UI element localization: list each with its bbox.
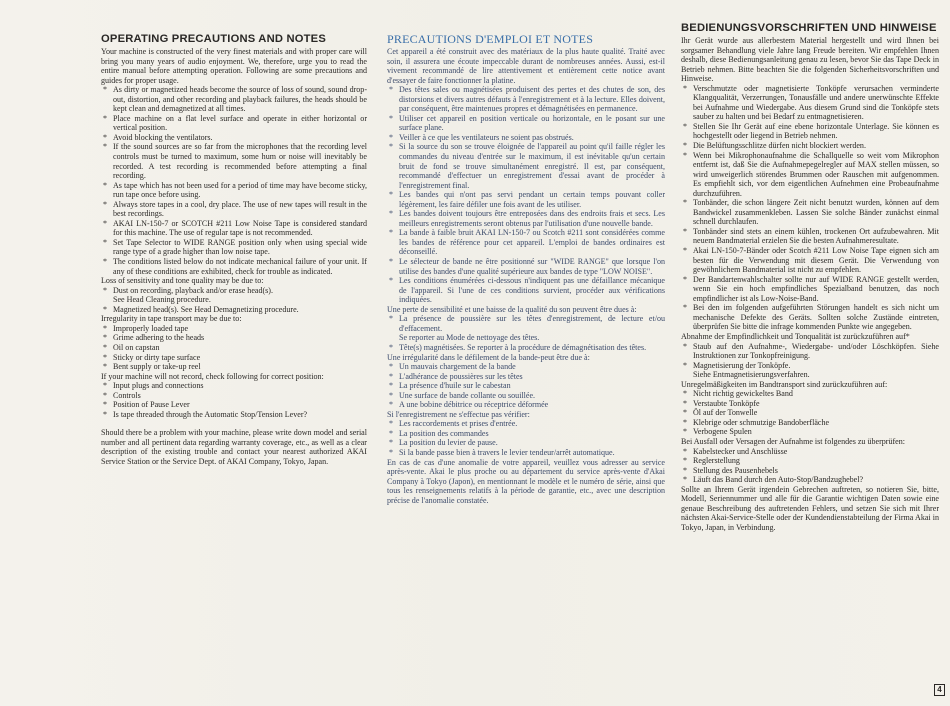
french-title: PRECAUTIONS D'EMPLOI ET NOTES (387, 32, 594, 46)
french-item: * Le sélecteur de bande ne être positionné sur "WIDE RANGE" que lorsque l'on utilise des bandes d'une qualité supérieure aux bandes de type "LOW NOISE". (387, 257, 665, 276)
french-item: * Les conditions énumérées ci-dessous n'indiquent pas une défaillance mécanique de l'appareil. Si l'une de ces conditions survient, procéder aux vérifications indiquées. (387, 276, 665, 305)
german-norecord-item: * Reglerstellung (681, 456, 939, 466)
french-item: * La bande à faible bruit AKAI LN-150-7 ou Scotch #211 sont considérées comme les bandes de référence pour cet appareil. L'emploi de bandes ordinaires est déconseillé. (387, 228, 665, 257)
french-item: * Des têtes sales ou magnétisées produisent des pertes et des chutes de son, des distorsions et divers autres défauts à l'enregistrement et à la lecture. Elles doivent, par conséquent, être maintenues propres et démagnétisées en permanence. (387, 85, 665, 114)
german-item: * Bei den im folgenden aufgeführten Störungen handelt es sich nicht um mechanische Defekte des Geräts. Sollten solche Zustände eintreten, überprüfen Sie bitte die infrage kommenden Punkte wie angegeben. (681, 303, 939, 332)
english-irregularity-item: * Oil on capstan (101, 343, 367, 353)
french-item: * Les bandes doivent toujours être entreposées dans des endroits frais et secs. Les meilleurs enregistrements seront obtenus par l'utilisation d'une nouvelle bande. (387, 209, 665, 228)
english-intro: Your machine is constructed of the very finest materials and with proper care will bring you many years of audio enjoyment. We, therefore, urge you to read the entire manual before attempting operation. Following are some precautions and guides for proper usage. (101, 47, 367, 85)
english-irregularity-item: * Improperly loaded tape (101, 324, 367, 334)
french-item: * Les bandes qui n'ont pas servi pendant un certain temps pouvant coller légèrement, les faire défiler une fois avant de les utiliser. (387, 190, 665, 209)
english-title: OPERATING PRECAUTIONS AND NOTES (101, 33, 326, 45)
english-closing: Should there be a problem with your machine, please write down model and serial number and all pertinent data regarding warranty coverage, etc., as well as a clear description of the existing trouble and contact your nearest authorized AKAI Service Station or the Service Dept. of AKAI Company, Tokyo, Japan. (101, 428, 367, 466)
french-item: * Utiliser cet appareil en position verticale ou horizontale, en le posant sur une surface plane. (387, 114, 665, 133)
english-item: * AKAI LN-150-7 or SCOTCH #211 Low Noise Tape is considered standard for this machine. The use of regular tape is not recommended. (101, 219, 367, 238)
english-loss-item: * Magnetized head(s). See Head Demagnetizing procedure. (101, 305, 367, 315)
english-norecord-intro: If your machine will not record, check following for correct position: (101, 371, 324, 381)
english-norecord-item: * Position of Pause Lever (101, 400, 367, 410)
french-norecord-item: * La position du levier de pause. (387, 438, 665, 448)
german-loss-intro: Abnahme der Empfindlichkeit und Tonqualität ist zurückzuführen auf* (681, 331, 910, 341)
german-norecord-intro: Bei Ausfall oder Versagen der Aufnahme ist folgendes zu überprüfen: (681, 436, 905, 446)
german-irregularity-item: * Öl auf der Tonwelle (681, 408, 939, 418)
french-irregularity-intro: Une irrégularité dans le défilement de la bande-peut être due à: (387, 352, 590, 362)
german-item: * Tonbänder sind stets an einem kühlen, trockenen Ort aufzubewahren. Mit neuem Bandmaterial erzielen Sie die besten Aufnahmeresultate. (681, 227, 939, 246)
german-item: * Akai LN-150-7-Bänder oder Scotch #211 Low Noise Tape eignen sich am besten für die Verwendung mit diesem Gerät. Die Verwendung von gewöhnlichem Bandmaterial ist nicht zu empfehlen. (681, 246, 939, 275)
german-item: * Die Belüftungsschlitze dürfen nicht blockiert werden. (681, 141, 939, 151)
german-loss-item: * Magnetisierung der Tonköpfe. (681, 361, 939, 371)
english-item: * The conditions listed below do not indicate mechanical failure of your unit. If any of these conditions are exhibited, check for trouble as indicated. (101, 257, 367, 276)
french-irregularity-item: * La présence d'huile sur le cabestan (387, 381, 665, 391)
french-irregularity-item: * Une surface de bande collante ou souillée. (387, 391, 665, 401)
french-loss-item: * La présence de poussière sur les têtes d'enregistrement, de lecture et/ou d'effacement. (387, 314, 665, 333)
english-loss-item: * Dust on recording, playback and/or erase head(s). (101, 286, 367, 296)
english-irregularity-item: * Grime adhering to the heads (101, 333, 367, 343)
english-irregularity-item: * Sticky or dirty tape surface (101, 353, 367, 363)
english-item: * Place machine on a flat level surface and operate in either horizontal or vertical position. (101, 114, 367, 133)
english-item: * As dirty or magnetized heads become the source of loss of sound, sound drop-out, distortion, and other recording and playback failures, the heads should be kept clean and demagnetized at all times. (101, 85, 367, 114)
english-item: * If the sound sources are so far from the microphones that the recording level controls must be turned to maximum, some hum or noise will inevitably be recorded. A test recording is recommended before attempting a final recording. (101, 142, 367, 180)
english-norecord-item: * Is tape threaded through the Automatic Stop/Tension Lever? (101, 410, 367, 420)
french-norecord-intro: Si l'enregistrement ne s'effectue pas vérifier: (387, 409, 530, 419)
german-title: BEDIENUNGSVORSCHRIFTEN UND HINWEISE (681, 22, 937, 34)
french-loss-sub: Se reporter au Mode de nettoyage des têtes. (399, 333, 540, 343)
french-loss-item: * Tête(s) magnétisées. Se reporter à la procédure de démagnétisation des têtes. (387, 343, 665, 353)
german-loss-item: * Staub auf den Aufnahme-, Wiedergabe- und/oder Löschköpfen. Siehe Instruktionen zur Tonkopfreinigung. (681, 342, 939, 361)
english-loss-intro: Loss of sensitivity and tone quality may be due to: (101, 276, 264, 286)
english-item: * Set Tape Selector to WIDE RANGE position only when using special wide range type of a grade higher than low noise tape. (101, 238, 367, 257)
english-norecord-item: * Input plugs and connections (101, 381, 367, 391)
french-loss-intro: Une perte de sensibilité et une baisse de la qualité du son peuvent être dues à: (387, 304, 637, 314)
german-item: * Verschmutzte oder magnetisierte Tonköpfe verursachen verminderte Klangqualität, Verzerrungen, Tonausfälle und andere unerwünschte Effekte bei Aufnahme und Wiedergabe. Aus diesem Grund sind die Tonköpfe stets sauber zu halten und bei Bedarf zu entmagnetisieren. (681, 84, 939, 122)
german-irregularity-item: * Verstaubte Tonköpfe (681, 399, 939, 409)
english-loss-sub: See Head Cleaning procedure. (113, 295, 211, 305)
german-irregularity-item: * Klebrige oder schmutzige Bandoberfläche (681, 418, 939, 428)
french-norecord-item: * Si la bande passe bien à travers le levier tendeur/arrêt automatique. (387, 448, 665, 458)
french-item: * Veiller à ce que les ventilateurs ne soient pas obstrués. (387, 133, 665, 143)
german-loss-sub: Siehe Entmagnetisierungsverfahren. (693, 370, 810, 380)
german-item: * Stellen Sie Ihr Gerät auf eine ebene horizontale Unterlage. Sie können es hochgestellt oder liegend in Betrieb nehmen. (681, 122, 939, 141)
french-closing: En cas de cas d'une anomalie de votre appareil, veuillez vous adresser au service après-vente. Akai le plus proche ou au département du service après-vente d'Akai Company à Tokyo (Japon), en mentionnant le modèle et le numéro de série, ainsi que tous les renseignements relatifs à la période de garantie, etc., avec une description précise de l'anomalie constatée. (387, 457, 665, 505)
german-norecord-item: * Kabelstecker und Anschlüsse (681, 447, 939, 457)
french-column (387, 22, 665, 505)
german-irregularity-intro: Unregelmäßigkeiten im Bandtransport sind zurückzuführen auf: (681, 379, 888, 389)
page-number: 4 (934, 684, 945, 696)
english-column (101, 22, 367, 467)
french-norecord-item: * La position des commandes (387, 429, 665, 439)
french-irregularity-item: * A une bobine débitrice ou réceptrice déformée (387, 400, 665, 410)
english-norecord-item: * Controls (101, 391, 367, 401)
german-item: * Wenn bei Mikrophonaufnahme die Schallquelle so weit vom Mikrophon entfernt ist, daß Sie die Aufnahmepegelregler auf MAX stellen müssen, so wird unweigerlich störendes Brummen oder Rauschen mit aufgenommen. Es empfiehlt sich, vor dem eigentlichen Aufnehmen eine Probeaufnahme durchzuführen. (681, 151, 939, 199)
german-norecord-item: * Läuft das Band durch den Auto-Stop/Bandzughebel? (681, 475, 939, 485)
french-item: * Si la source du son se trouve éloignée de l'appareil au point qu'il faille régler les commandes du niveau d'entrée sur le maximum, il est inévitable qu'un certain bruit de fond se trouve simultanément enregistré. Il est, par conséquent, recommandé d'effectuer un enregistrement d'essai avant de procéder à l'enregistrement final. (387, 142, 665, 190)
english-irregularity-intro: Irregularity in tape transport may be due to: (101, 314, 242, 324)
english-item: * Avoid blocking the ventilators. (101, 133, 367, 143)
french-intro: Cet appareil a été construit avec des matériaux de la plus haute qualité. Traité avec soin, il assurera une écoute impeccable durant de nombreuses années. Aussi, est-il vivement recommandé de lire attentivement et entièrement cette notice avant d'essayer de faire fonctionner la platine. (387, 47, 665, 85)
french-irregularity-item: * Un mauvais chargement de la bande (387, 362, 665, 372)
german-norecord-item: * Stellung des Pausenhebels (681, 466, 939, 476)
german-intro: Ihr Gerät wurde aus allerbestem Material hergestellt und wird Ihnen bei sorgsamer Behandlung viele Jahre lang Freude bereiten. Wir empfehlen Ihnen deshalb, diese Bedienungsanleitung genau zu lesen, bevor Sie das Tape Deck in Betrieb nehmen. Bitte beachten Sie die folgenden Sicherheitsvorschriften und Hinweise. (681, 36, 939, 84)
english-irregularity-item: * Bent supply or take-up reel (101, 362, 367, 372)
german-item: * Der Bandartenwahlschalter sollte nur auf WIDE RANGE gestellt werden, wenn Sie ein hoch empfindliches Spezialband benutzen, das noch empfindlicher ist als Low-Noise-Band. (681, 275, 939, 304)
german-item: * Tonbänder, die schon längere Zeit nicht benutzt wurden, können auf dem Bandwickel zusammenkleben. Lassen Sie solche Bänder zunächst einmal schnell durchlaufen. (681, 198, 939, 227)
german-irregularity-item: * Verbogene Spulen (681, 427, 939, 437)
german-closing: Sollte an Ihrem Gerät irgendein Gebrechen auftreten, so notieren Sie, bitte, Modell, Seriennummer und alle für die Garantie wichtigen Daten sowie eine genaue Beschreibung des auftretenden Fehlers, und setzen Sie sich mit Ihrer nächsten Akai-Service-Stelle oder der Kundendienstabteilung der Firma Akai in Tokyo, Japan, in Verbindung. (681, 484, 939, 532)
english-item: * As tape which has not been used for a period of time may have become sticky, run tape once before using. (101, 181, 367, 200)
french-irregularity-item: * L'adhérance de poussières sur les têtes (387, 372, 665, 382)
german-irregularity-item: * Nicht richtig gewickeltes Band (681, 389, 939, 399)
german-column (681, 22, 939, 532)
french-norecord-item: * Les raccordements et prises d'entrée. (387, 419, 665, 429)
english-item: * Always store tapes in a cool, dry place. The use of new tapes will result in the best recordings. (101, 200, 367, 219)
